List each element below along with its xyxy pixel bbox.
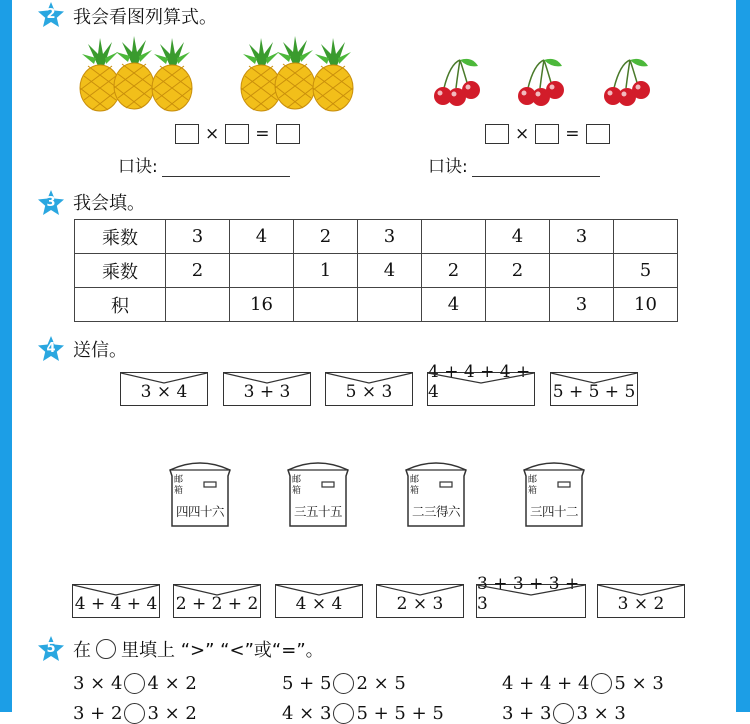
compare-left: 5 + 5 <box>282 673 332 694</box>
envelope-label: 4 + 4 + 4 <box>74 594 158 614</box>
table-cell[interactable]: 2 <box>166 254 230 288</box>
envelope-top[interactable] <box>223 372 311 406</box>
envelope-label: 4 + 4 + 4 + 4 <box>428 362 531 402</box>
answer-box[interactable] <box>535 124 559 144</box>
section-3-title: 我会填。 <box>73 193 145 214</box>
envelope-label: 2 + 2 + 2 <box>175 594 259 614</box>
table-row <box>75 220 678 254</box>
compare-item <box>73 673 197 694</box>
table-cell[interactable] <box>614 220 678 254</box>
compare-left: 3 + 3 <box>502 703 552 724</box>
answer-box[interactable] <box>276 124 300 144</box>
koujue-left <box>118 152 290 177</box>
compare-right: 5 + 5 + 5 <box>356 703 444 724</box>
koujue-label: 口诀: <box>118 157 158 177</box>
compare-left: 4 × 3 <box>282 703 332 724</box>
envelope-top[interactable] <box>120 372 208 406</box>
compare-circle[interactable] <box>124 703 145 724</box>
compare-item <box>282 673 406 694</box>
section-2-title: 我会看图列算式。 <box>73 7 217 28</box>
table-cell[interactable]: 1 <box>294 254 358 288</box>
compare-left: 3 + 2 <box>73 703 123 724</box>
table-cell[interactable]: 3 <box>358 220 422 254</box>
mailbox-text: 四四十六 <box>175 504 224 519</box>
section-2-star-icon <box>38 2 64 28</box>
multiplication-table <box>74 219 678 322</box>
envelope-top[interactable] <box>550 372 638 406</box>
compare-item <box>502 673 664 694</box>
mailbox-icon[interactable] <box>280 462 356 530</box>
section-4-number: 4 <box>46 341 56 356</box>
table-cell[interactable]: 2 <box>486 254 550 288</box>
compare-circle[interactable] <box>553 703 574 724</box>
compare-right: 4 × 2 <box>147 673 197 694</box>
mailbox-label: 邮 箱 <box>410 475 420 496</box>
envelope-label: 2 × 3 <box>396 594 444 614</box>
equation-right <box>485 124 610 144</box>
compare-circle[interactable] <box>333 673 354 694</box>
table-cell[interactable] <box>422 220 486 254</box>
row-head: 乘数 <box>75 254 166 288</box>
envelope-bottom[interactable] <box>476 574 586 618</box>
compare-right: 3 × 3 <box>576 703 626 724</box>
compare-item <box>282 703 444 724</box>
answer-box[interactable] <box>225 124 249 144</box>
table-cell[interactable]: 3 <box>550 220 614 254</box>
row-head: 乘数 <box>75 220 166 254</box>
table-row <box>75 288 678 322</box>
compare-right: 5 × 3 <box>614 673 664 694</box>
section-4-star-icon <box>38 336 64 362</box>
title-pre: 在 <box>73 640 91 661</box>
times-sign: × <box>205 124 220 144</box>
table-cell[interactable]: 16 <box>230 288 294 322</box>
equals-sign: = <box>255 124 270 144</box>
envelope-bottom[interactable] <box>597 584 685 618</box>
table-cell[interactable] <box>166 288 230 322</box>
mailbox-text: 三四十二 <box>529 504 578 519</box>
koujue-label: 口诀: <box>428 157 468 177</box>
left-border <box>0 0 12 712</box>
section-2-number: 2 <box>46 7 56 22</box>
table-cell[interactable]: 4 <box>358 254 422 288</box>
table-cell[interactable] <box>550 254 614 288</box>
mailbox-icon[interactable] <box>398 462 474 530</box>
mailbox-text: 三五十五 <box>293 504 342 519</box>
mailbox-label: 邮 箱 <box>174 475 184 496</box>
envelope-label: 5 + 5 + 5 <box>552 382 636 402</box>
envelope-bottom[interactable] <box>376 584 464 618</box>
koujue-answer-line[interactable] <box>162 158 290 177</box>
table-cell[interactable]: 5 <box>614 254 678 288</box>
compare-item <box>502 703 626 724</box>
equation-left <box>175 124 300 144</box>
compare-circle[interactable] <box>124 673 145 694</box>
compare-left: 3 × 4 <box>73 673 123 694</box>
compare-right: 3 × 2 <box>147 703 197 724</box>
envelope-label: 3 + 3 + 3 + 3 <box>477 574 580 614</box>
section-5-title <box>73 636 324 662</box>
right-border <box>736 0 750 712</box>
table-cell[interactable]: 4 <box>422 288 486 322</box>
pineapple-group-2 <box>233 36 369 116</box>
circle-icon <box>96 639 116 659</box>
envelope-label: 3 × 4 <box>140 382 188 402</box>
answer-box[interactable] <box>586 124 610 144</box>
table-cell[interactable] <box>230 254 294 288</box>
title-post: 里填上 “>” “<”或“=”。 <box>121 640 324 661</box>
table-cell[interactable]: 2 <box>294 220 358 254</box>
table-cell[interactable] <box>486 288 550 322</box>
times-sign: × <box>515 124 530 144</box>
section-4-title: 送信。 <box>73 340 127 361</box>
envelope-bottom[interactable] <box>275 584 363 618</box>
koujue-answer-line[interactable] <box>472 158 600 177</box>
envelope-label: 5 × 3 <box>345 382 393 402</box>
envelope-top[interactable] <box>427 362 535 406</box>
mailbox-icon[interactable] <box>516 462 592 530</box>
mailbox-text: 二三得六 <box>411 504 460 519</box>
compare-right: 2 × 5 <box>356 673 406 694</box>
equals-sign: = <box>565 124 580 144</box>
envelope-label: 3 + 3 <box>243 382 291 402</box>
section-5-number: 5 <box>46 641 56 656</box>
compare-circle[interactable] <box>591 673 612 694</box>
envelope-label: 3 × 2 <box>617 594 665 614</box>
cherry-groups <box>430 56 670 108</box>
compare-circle[interactable] <box>333 703 354 724</box>
answer-box[interactable] <box>485 124 509 144</box>
table-cell[interactable] <box>358 288 422 322</box>
compare-item <box>73 703 197 724</box>
envelope-bottom[interactable] <box>72 584 160 618</box>
mailbox-label: 邮 箱 <box>292 475 302 496</box>
koujue-right <box>428 152 600 177</box>
row-head: 积 <box>75 288 166 322</box>
compare-left: 4 + 4 + 4 <box>502 673 590 694</box>
table-cell[interactable]: 3 <box>550 288 614 322</box>
mailbox-icon[interactable] <box>162 462 238 530</box>
section-3-star-icon <box>38 190 64 216</box>
answer-box[interactable] <box>175 124 199 144</box>
table-row <box>75 254 678 288</box>
table-cell[interactable]: 10 <box>614 288 678 322</box>
section-3-number: 3 <box>46 195 56 210</box>
table-cell[interactable] <box>294 288 358 322</box>
table-cell[interactable]: 4 <box>230 220 294 254</box>
envelope-label: 4 × 4 <box>295 594 343 614</box>
table-cell[interactable]: 2 <box>422 254 486 288</box>
section-5-star-icon <box>38 636 64 662</box>
pineapple-group-1 <box>72 36 208 116</box>
table-cell[interactable]: 3 <box>166 220 230 254</box>
envelope-top[interactable] <box>325 372 413 406</box>
envelope-bottom[interactable] <box>173 584 261 618</box>
table-cell[interactable]: 4 <box>486 220 550 254</box>
mailbox-label: 邮 箱 <box>528 475 538 496</box>
